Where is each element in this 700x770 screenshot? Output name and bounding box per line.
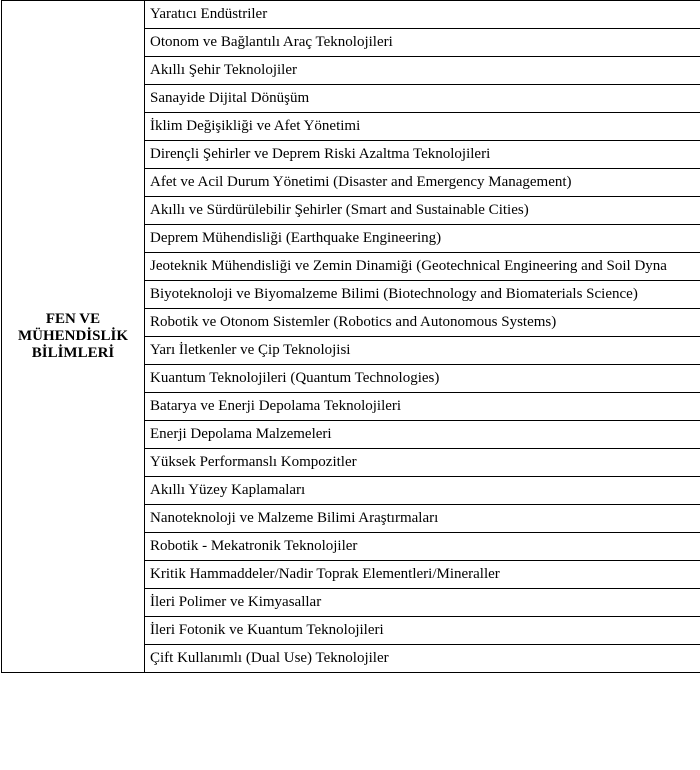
topic-label: Robotik ve Otonom Sistemler (Robotics and Autonomous Systems): [150, 314, 557, 330]
topic-cell: [145, 589, 700, 617]
research-areas-table: [1, 0, 700, 673]
topic-cell: [145, 225, 700, 253]
topic-cell: [145, 393, 700, 421]
topic-label: Otonom ve Bağlantılı Araç Teknolojileri: [150, 34, 393, 50]
topic-cell: [145, 253, 700, 281]
topic-label: İleri Polimer ve Kimyasallar: [150, 594, 322, 610]
topic-cell: [145, 29, 700, 57]
topic-label: Akıllı Şehir Teknolojiler: [150, 62, 297, 78]
topic-cell: [145, 337, 700, 365]
topic-label: Dirençli Şehirler ve Deprem Riski Azaltma Teknolojileri: [150, 146, 491, 162]
topic-label: Biyoteknoloji ve Biyomalzeme Bilimi (Biotechnology and Biomaterials Science): [150, 286, 638, 302]
topic-cell: [145, 57, 700, 85]
topic-label: Yüksek Performanslı Kompozitler: [150, 454, 357, 470]
topic-cell: [145, 449, 700, 477]
topic-label: İleri Fotonik ve Kuantum Teknolojileri: [150, 622, 384, 638]
topic-label: Afet ve Acil Durum Yönetimi (Disaster and Emergency Management): [150, 174, 572, 190]
topic-label: Kuantum Teknolojileri (Quantum Technologies): [150, 370, 440, 386]
topic-cell: [145, 505, 700, 533]
topic-label: Kritik Hammaddeler/Nadir Toprak Elementleri/Mineraller: [150, 566, 500, 582]
category-label-line: BİLİMLERİ: [31, 345, 115, 361]
topic-label: İklim Değişikliği ve Afet Yönetimi: [150, 118, 361, 134]
category-cell: [2, 1, 145, 673]
topic-label: Enerji Depolama Malzemeleri: [150, 426, 332, 442]
topic-label: Jeoteknik Mühendisliği ve Zemin Dinamiği (Geotechnical Engineering and Soil Dyna: [150, 258, 667, 274]
topic-cell: [145, 421, 700, 449]
topic-cell: [145, 113, 700, 141]
topic-cell: [145, 617, 700, 645]
topic-cell: [145, 197, 700, 225]
topic-label: Sanayide Dijital Dönüşüm: [150, 90, 310, 106]
topic-label: Batarya ve Enerji Depolama Teknolojileri: [150, 398, 402, 414]
topic-cell: [145, 365, 700, 393]
topic-cell: [145, 309, 700, 337]
topic-label: Çift Kullanımlı (Dual Use) Teknolojiler: [150, 650, 389, 666]
topic-cell: [145, 477, 700, 505]
topic-label: Robotik - Mekatronik Teknolojiler: [150, 538, 358, 554]
topic-cell: [145, 645, 700, 673]
topic-label: Nanoteknoloji ve Malzeme Bilimi Araştırmaları: [150, 510, 439, 526]
topic-label: Yarı İletkenler ve Çip Teknolojisi: [150, 342, 351, 358]
topic-label: Akıllı Yüzey Kaplamaları: [150, 482, 306, 498]
topic-label: Deprem Mühendisliği (Earthquake Engineering): [150, 230, 442, 246]
topic-cell: [145, 1, 700, 29]
table-body: [2, 1, 700, 673]
table-row: [2, 1, 700, 29]
category-label-line: MÜHENDİSLİK: [17, 328, 129, 344]
topic-cell: [145, 561, 700, 589]
topic-label: Akıllı ve Sürdürülebilir Şehirler (Smart and Sustainable Cities): [150, 202, 529, 218]
topic-cell: [145, 169, 700, 197]
topic-cell: [145, 141, 700, 169]
topic-label: Yaratıcı Endüstriler: [150, 6, 268, 22]
topic-cell: [145, 281, 700, 309]
topic-cell: [145, 533, 700, 561]
category-label-line: FEN VE: [45, 311, 101, 327]
topic-cell: [145, 85, 700, 113]
